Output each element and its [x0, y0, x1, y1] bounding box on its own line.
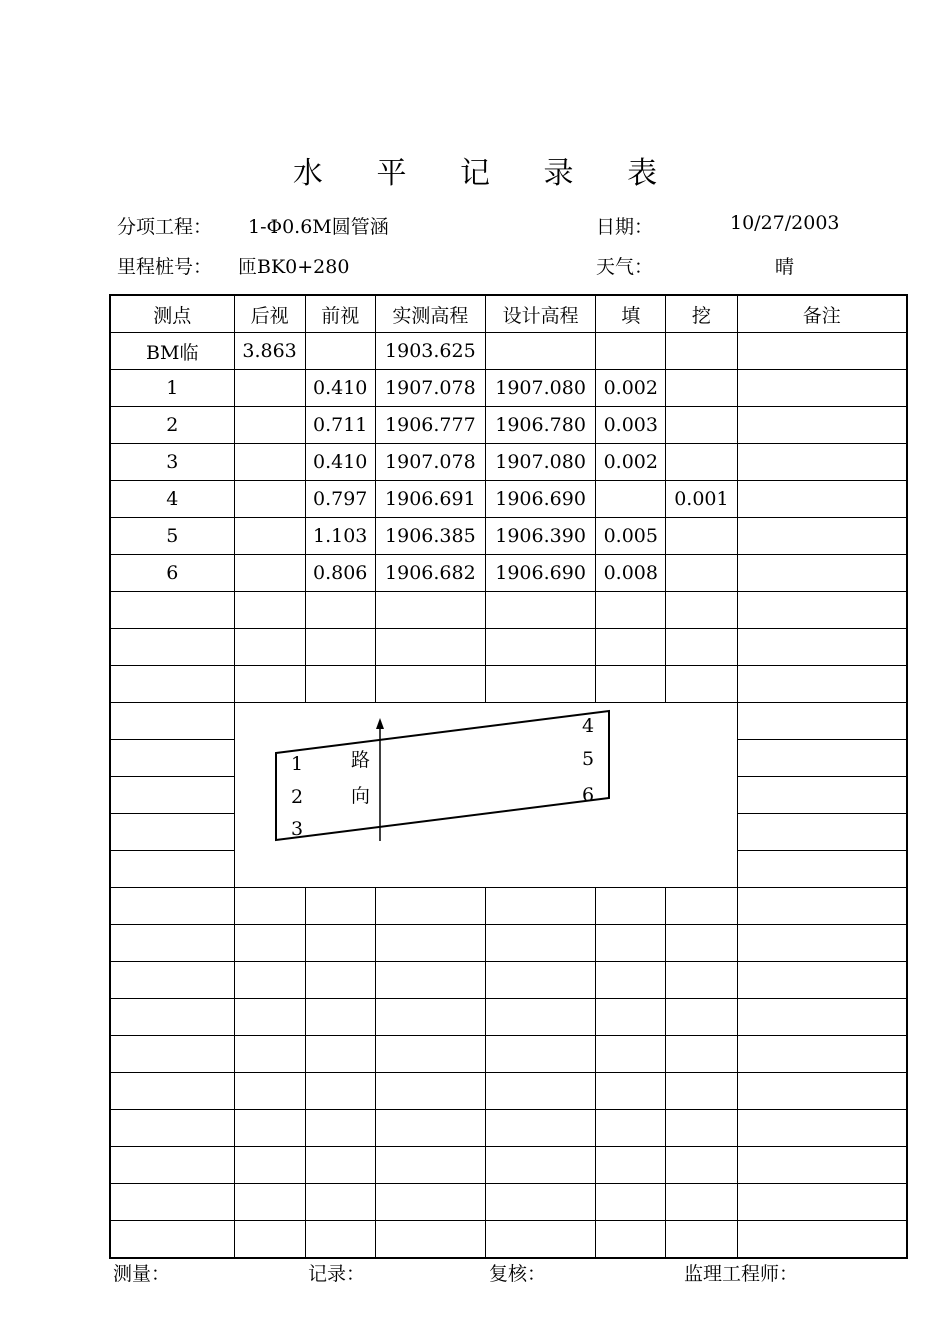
table-header-row: [110, 295, 907, 333]
cell-cut: [666, 407, 737, 444]
cell-point: 1: [110, 370, 234, 407]
project-value: 1-Φ0.6M圆管涵: [248, 216, 389, 238]
cell-design: 1906.780: [485, 407, 595, 444]
cell-cut: [666, 518, 737, 555]
culvert-sketch: [234, 703, 737, 888]
empty-row: [110, 1221, 907, 1259]
cell-fill: 0.002: [596, 370, 666, 407]
cell-foresight: 0.806: [305, 555, 375, 592]
cell-design: 1906.690: [485, 555, 595, 592]
cell-remarks: [737, 333, 907, 370]
empty-row: [110, 999, 907, 1036]
point-label-2: 2: [290, 786, 303, 808]
point-label-6: 6: [581, 784, 594, 806]
empty-row: [110, 1184, 907, 1221]
col-header-point: 测点: [110, 295, 234, 333]
cell-remarks: [737, 518, 907, 555]
cell-remarks: [737, 555, 907, 592]
cell-foresight: 0.410: [305, 370, 375, 407]
project-label: 分项工程：: [117, 216, 213, 238]
cell-backsight: 3.863: [234, 333, 305, 370]
table-row: [110, 333, 907, 370]
cell-backsight: [234, 444, 305, 481]
cell-design: 1907.080: [485, 370, 595, 407]
empty-row: [110, 1036, 907, 1073]
point-label-4: 4: [581, 715, 594, 737]
cell-fill: [596, 333, 666, 370]
weather-value: 晴: [775, 256, 795, 278]
empty-row: [110, 1073, 907, 1110]
table-row: [110, 444, 907, 481]
cell-foresight: 0.410: [305, 444, 375, 481]
cell-design: 1906.690: [485, 481, 595, 518]
cell-measured: 1903.625: [375, 333, 485, 370]
record-label: 记录：: [308, 1263, 366, 1285]
cell-fill: 0.002: [596, 444, 666, 481]
empty-row: [110, 1147, 907, 1184]
cell-point: 3: [110, 444, 234, 481]
empty-row: [110, 666, 907, 703]
date-label: 日期：: [596, 216, 654, 238]
empty-row: [110, 925, 907, 962]
empty-row: [110, 962, 907, 999]
road-label-lu: 路: [350, 749, 370, 771]
table-row: [110, 481, 907, 518]
cell-measured: 1906.682: [375, 555, 485, 592]
cell-fill: [596, 481, 666, 518]
col-header-design-elevation: 设计高程: [485, 295, 595, 333]
cell-remarks: [737, 481, 907, 518]
cell-foresight: [305, 333, 375, 370]
cell-fill: 0.008: [596, 555, 666, 592]
cell-cut: [666, 444, 737, 481]
col-header-backsight: 后视: [234, 295, 305, 333]
cell-design: [485, 333, 595, 370]
page-title: 水 平 记 录 表: [292, 156, 680, 191]
table-row: [110, 407, 907, 444]
cell-fill: 0.003: [596, 407, 666, 444]
cell-point: 6: [110, 555, 234, 592]
date-value: 10/27/2003: [730, 212, 840, 234]
empty-row: [110, 1110, 907, 1147]
cell-point: 4: [110, 481, 234, 518]
weather-label: 天气：: [596, 256, 654, 278]
col-header-measured-elevation: 实测高程: [375, 295, 485, 333]
cell-backsight: [234, 555, 305, 592]
cell-backsight: [234, 407, 305, 444]
empty-row: [110, 888, 907, 925]
cell-measured: 1906.385: [375, 518, 485, 555]
cell-foresight: 1.103: [305, 518, 375, 555]
empty-row: [110, 629, 907, 666]
col-header-cut: 挖: [666, 295, 737, 333]
cell-cut: [666, 370, 737, 407]
cell-cut: [666, 333, 737, 370]
cell-foresight: 0.711: [305, 407, 375, 444]
cell-foresight: 0.797: [305, 481, 375, 518]
cell-cut: 0.001: [666, 481, 737, 518]
cell-remarks: [737, 444, 907, 481]
cell-backsight: [234, 518, 305, 555]
cell-cut: [666, 555, 737, 592]
empty-row: [110, 592, 907, 629]
supervisor-label: 监理工程师：: [684, 1263, 799, 1285]
cell-backsight: [234, 481, 305, 518]
cell-measured: 1907.078: [375, 370, 485, 407]
cell-measured: 1906.777: [375, 407, 485, 444]
cell-point: BM临: [110, 333, 234, 370]
table-row: [110, 518, 907, 555]
review-label: 复核：: [489, 1263, 547, 1285]
cell-point: 5: [110, 518, 234, 555]
cell-backsight: [234, 370, 305, 407]
cell-remarks: [737, 370, 907, 407]
col-header-remarks: 备注: [737, 295, 907, 333]
cell-measured: 1906.691: [375, 481, 485, 518]
cell-remarks: [737, 407, 907, 444]
point-label-1: 1: [290, 753, 303, 775]
cell-measured: 1907.078: [375, 444, 485, 481]
cell-fill: 0.005: [596, 518, 666, 555]
level-record-table: [109, 294, 908, 1259]
station-label: 里程桩号：: [117, 256, 213, 278]
point-label-3: 3: [290, 818, 303, 840]
table-row: [110, 370, 907, 407]
survey-label: 测量：: [113, 1263, 171, 1285]
table-row: [110, 555, 907, 592]
col-header-fill: 填: [596, 295, 666, 333]
road-label-xiang: 向: [350, 785, 370, 807]
cell-point: 2: [110, 407, 234, 444]
point-label-5: 5: [581, 748, 594, 770]
cell-design: 1906.390: [485, 518, 595, 555]
station-value: 匝BK0+280: [238, 256, 350, 278]
cell-design: 1907.080: [485, 444, 595, 481]
culvert-outline: [276, 711, 609, 840]
arrow-up-icon: [376, 718, 384, 729]
col-header-foresight: 前视: [305, 295, 375, 333]
sketch-row: [110, 703, 907, 740]
